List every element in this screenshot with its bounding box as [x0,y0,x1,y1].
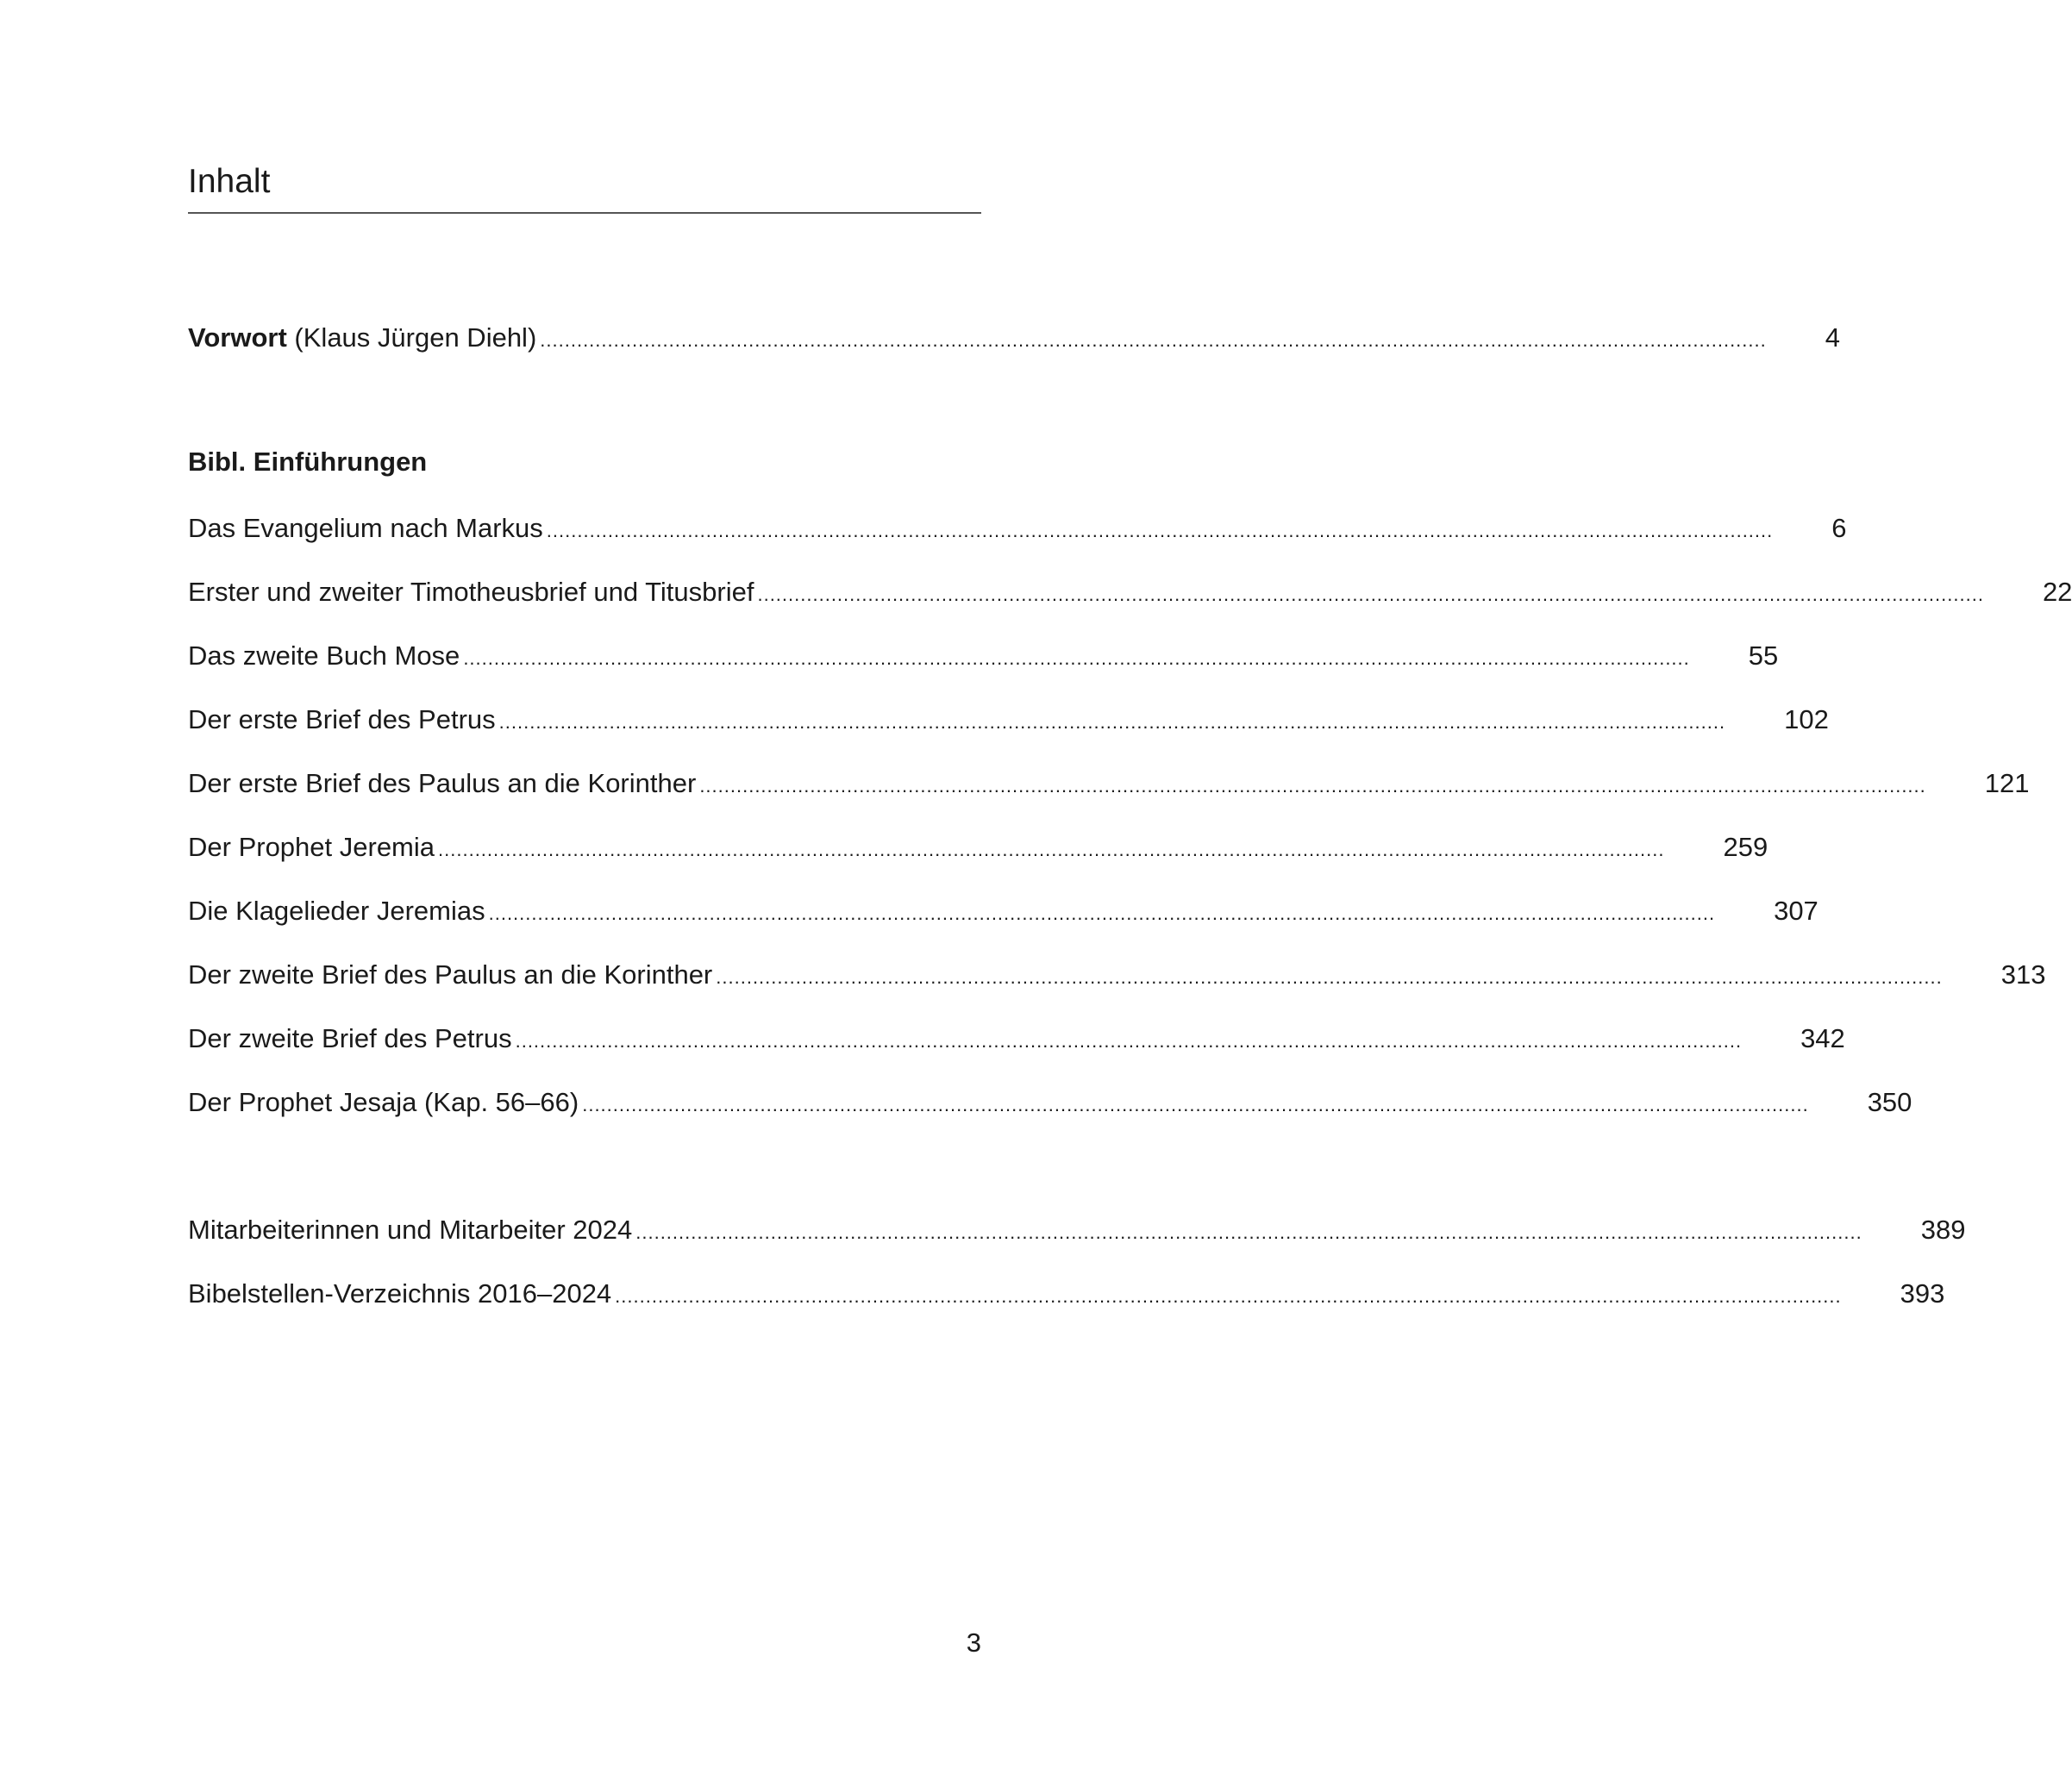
toc-entry-label: Der Prophet Jesaja (Kap. 56–66) [188,1087,579,1117]
toc-entry[interactable] [188,573,2072,611]
toc-entry-page: 4 [1825,322,1840,353]
toc-entry-label: Das Evangelium nach Markus [188,513,543,543]
toc-entry[interactable] [188,1020,1845,1058]
toc-entry-page: 313 [2000,959,2046,990]
toc-entry-label: Erster und zweiter Timotheusbrief und Titusbrief [188,577,754,607]
dot-leader: ........................................................................................................................................................................................................ [540,329,1767,351]
toc-entry-page: 102 [1784,704,1829,734]
toc-entry-label: Der erste Brief des Paulus an die Korinther [188,768,697,798]
toc-entry-label: Das zweite Buch Mose [188,640,460,671]
toc-entry-page: 55 [1748,640,1779,671]
toc-entry-appendix[interactable] [188,1275,1945,1313]
dot-leader: ........................................................................................................................................................................................................ [582,1094,1809,1115]
toc-entry-label [188,319,536,357]
toc-entry[interactable] [188,892,1818,930]
toc-entry-label-rest: (Klaus Jürgen Diehl) [286,322,537,353]
toc-page [188,0,2072,1768]
toc-entry-preface[interactable] [188,319,1840,357]
toc-entry[interactable] [188,765,2030,803]
toc-entry-label: Die Klagelieder Jeremias [188,896,485,926]
toc-entry-page: 307 [1774,896,1818,926]
toc-entry-page: 121 [1984,768,2030,798]
dot-leader: ........................................................................................................................................................................................................ [716,966,1943,988]
toc-entry-page: 342 [1800,1023,1845,1053]
dot-leader: ........................................................................................................................................................................................................ [463,647,1690,669]
dot-leader: ........................................................................................................................................................................................................ [438,839,1665,860]
dot-leader: ........................................................................................................................................................................................................ [615,1285,1842,1307]
toc-entry-label: Der Prophet Jeremia [188,832,435,862]
dot-leader: ........................................................................................................................................................................................................ [635,1221,1862,1243]
section-heading: Bibl. Einführungen [188,447,428,477]
toc-entry-label: Bibelstellen-Verzeichnis 2016–2024 [188,1278,612,1309]
toc-entry-label: Der zweite Brief des Petrus [188,1023,512,1053]
dot-leader: ........................................................................................................................................................................................................ [757,584,1984,605]
toc-entry-page: 22 [2042,577,2072,607]
dot-leader: ........................................................................................................................................................................................................ [699,775,1926,797]
toc-entry-appendix[interactable] [188,1211,1966,1249]
dot-leader: ........................................................................................................................................................................................................ [515,1030,1743,1052]
toc-entry-page: 259 [1723,832,1768,862]
toc-entry-label: Der zweite Brief des Paulus an die Korinther [188,959,713,990]
toc-entry[interactable] [188,956,2046,994]
dot-leader: ........................................................................................................................................................................................................ [546,520,1774,541]
toc-entry[interactable] [188,1084,1912,1121]
toc-entry-label-bold: Vorwort [188,322,287,353]
toc-entry-label: Der erste Brief des Petrus [188,704,496,734]
toc-entry[interactable] [188,701,1829,739]
page-title: Inhalt [188,163,271,200]
toc-entry-page: 6 [1831,513,1847,543]
dot-leader: ........................................................................................................................................................................................................ [488,903,1716,924]
page-number: 3 [966,1627,981,1658]
toc-entry[interactable] [188,637,1779,675]
toc-entry[interactable] [188,828,1768,866]
toc-entry-page: 393 [1900,1278,1945,1309]
toc-entry[interactable] [188,509,1847,547]
toc-entry-page: 389 [1920,1215,1966,1245]
dot-leader: ........................................................................................................................................................................................................ [498,711,1726,733]
toc-entry-page: 350 [1867,1087,1912,1117]
title-rule [188,212,981,214]
toc-entry-label: Mitarbeiterinnen und Mitarbeiter 2024 [188,1215,633,1245]
